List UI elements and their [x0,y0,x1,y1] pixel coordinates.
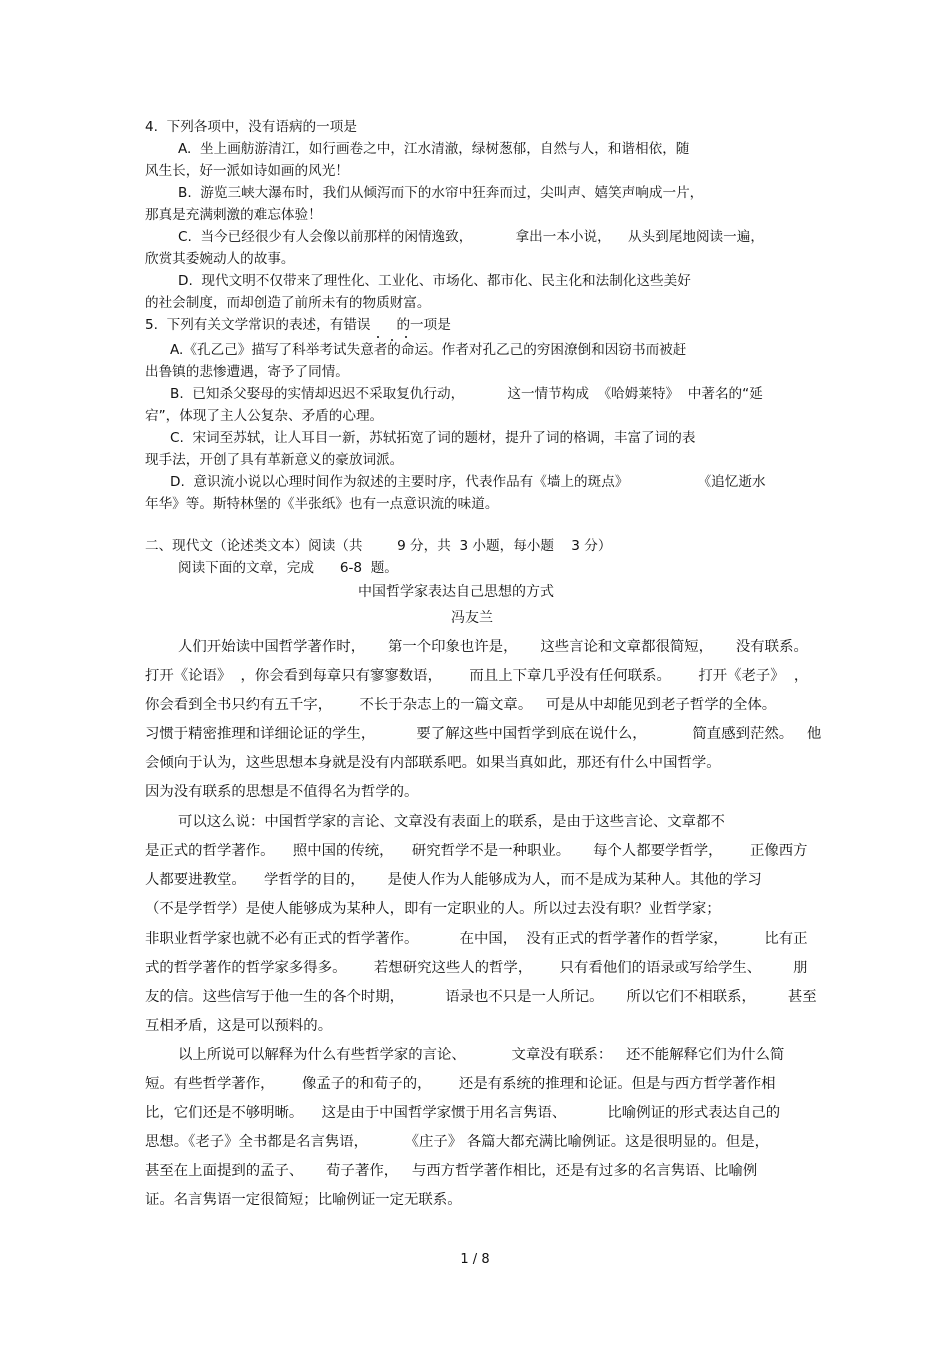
section-instruction: 阅读下面的文章，完成 6-8 题。 [178,560,398,576]
question-5-option-a-cont: 出鲁镇的悲惨遭遇，寄予了同情。 [145,364,349,380]
article-line: 可以这么说：中国哲学家的言论、文章没有表面上的联系，是由于这些言论、文章都不 [178,814,725,830]
article-line: 你会看到全书只约有五千字， 不长于杂志上的一篇文章。 可是从中却能见到老子哲学的全体。 [145,697,777,713]
article-line: 打开《论语》 ，你会看到每章只有寥寥数语， 而且上下章几乎没有任何联系。 打开《老子》 ， [145,668,809,684]
article-line: 证。名言隽语一定很简短；比喻例证一定无联系。 [145,1192,462,1208]
question-5-option-a: A.《孔乙己》描写了科举考试失意者的命运。作者对孔乙己的穷困潦倒和因窃书而被赶 [170,342,687,358]
article-line: 因为没有联系的思想是不值得名为哲学的。 [145,784,419,800]
question-4-option-b: B. 游览三峡大瀑布时，我们从倾泻而下的水帘中狂奔而过，尖叫声、嬉笑声响成一片， [178,185,704,201]
article-line: 思想。《老子》全书都是名言隽语， 《庄子》 各篇大都充满比喻例证。这是很明显的。但是， [145,1134,769,1150]
article-line: 非职业哲学家也就不必有正式的哲学著作。 在中国， 没有正式的哲学著作的哲学家， 比有正 [145,931,808,947]
question-5-option-d-cont: 年华》等。斯特林堡的《半张纸》也有一点意识流的味道。 [145,496,499,512]
emphasis-dot [405,336,407,338]
question-4-option-b-cont: 那真是充满刺激的难忘体验！ [145,207,322,223]
article-line: （不是学哲学）是使人能够成为某种人，即有一定职业的人。所以过去没有职？业哲学家； [145,901,721,917]
question-5-option-d: D. 意识流小说以心理时间作为叙述的主要时序，代表作品有《墙上的斑点》 《追忆逝水 [170,474,766,490]
article-line: 比，它们还是不够明晰。 这是由于中国哲学家惯于用名言隽语、 比喻例证的形式表达自己的 [145,1105,781,1121]
article-line: 互相矛盾，这是可以预料的。 [145,1018,333,1034]
article-line: 人都要进教堂。 学哲学的目的， 是使人作为人能够成为人，而不是成为某种人。其他的学习 [145,872,762,888]
article-line: 友的信。这些信写于他一生的各个时期， 语录也不只是一人所记。 所以它们不相联系， 甚至 [145,989,817,1005]
question-5-option-b-cont: 宕”，体现了主人公复杂、矛盾的心理。 [145,408,384,424]
page-number: 1 / 8 [460,1252,490,1267]
article-line: 甚至在上面提到的孟子、 荀子著作， 与西方哲学著作相比，还是有过多的名言隽语、比喻例 [145,1163,758,1179]
question-5-option-b: B. 已知杀父娶母的实情却迟迟不采取复仇行动， 这一情节构成 《哈姆莱特》 中著名的“延 [170,386,763,402]
question-4-stem: 4. 下列各项中，没有语病的一项是 [145,119,357,135]
question-4-option-d: D. 现代文明不仅带来了理性化、工业化、市场化、都市化、民主化和法制化这些美好 [178,273,691,289]
question-4-option-c: C. 当今已经很少有人会像以前那样的闲情逸致， 拿出一本小说， 从头到尾地阅读一遍， [178,229,764,245]
section-heading: 二、现代文（论述类文本）阅读（共 9 分，共 3 小题，每小题 3 分） [145,538,612,554]
article-author: 冯友兰 [451,610,493,626]
question-4-option-a-cont: 风生长，好一派如诗如画的风光！ [145,163,349,179]
question-5-option-c: C. 宋词至苏轼，让人耳目一新，苏轼拓宽了词的题材，提升了词的格调，丰富了词的表 [170,430,696,446]
article-line: 是正式的哲学著作。 照中国的传统， 研究哲学不是一种职业。 每个人都要学哲学， 正像西方 [145,843,808,859]
article-line: 习惯于精密推理和详细论证的学生， 要了解这些中国哲学到底在说什么， 简直感到茫然。 他 [145,726,822,742]
article-line: 短。有些哲学著作， 像孟子的和荀子的， 还是有系统的推理和论证。但是与西方哲学著作相 [145,1076,776,1092]
question-5-stem: 5. 下列有关文学常识的表述，有错误 的一项是 [145,317,451,333]
article-line: 式的哲学著作的哲学家多得多。 若想研究这些人的哲学， 只有看他们的语录或写给学生、 朋 [145,960,808,976]
question-5-option-c-cont: 现手法，开创了具有革新意义的豪放词派。 [145,452,404,468]
article-title: 中国哲学家表达自己思想的方式 [358,584,554,600]
emphasis-dot [377,336,379,338]
question-4-option-a: A. 坐上画舫游清江，如行画卷之中，江水清澈，绿树葱郁，自然与人，和谐相依，随 [178,141,690,157]
question-4-option-c-cont: 欣赏其委婉动人的故事。 [145,251,295,267]
article-line: 人们开始读中国哲学著作时， 第一个印象也许是， 这些言论和文章都很简短， 没有联系。 [178,639,808,655]
article-line: 会倾向于认为，这些思想本身就是没有内部联系吧。如果当真如此，那还有什么中国哲学。 [145,755,721,771]
question-4-option-d-cont: 的社会制度，而却创造了前所未有的物质财富。 [145,295,431,311]
article-line: 以上所说可以解释为什么有些哲学家的言论、 文章没有联系： 还不能解释它们为什么简 [178,1047,785,1063]
